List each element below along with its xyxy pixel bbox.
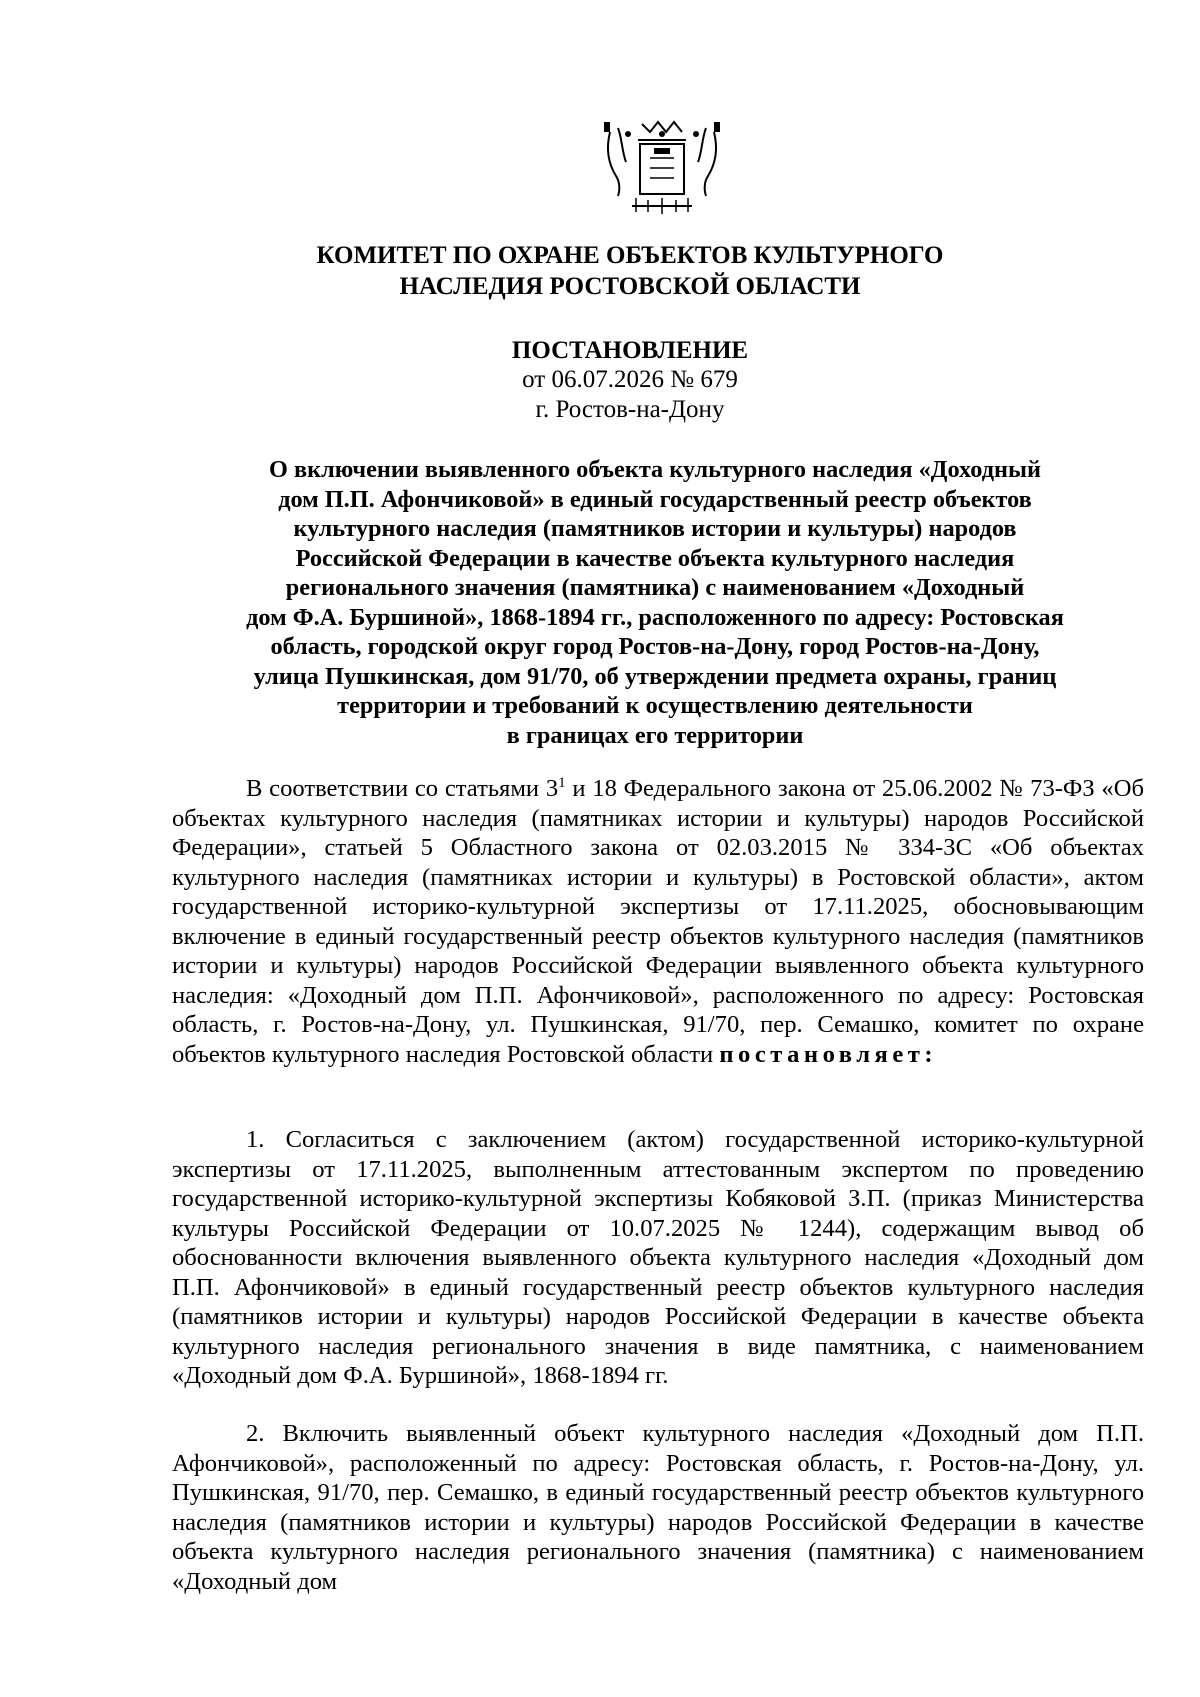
preamble-text: и 18 Федерального закона от 25.06.2002 № 73-ФЗ «Об объектах культурного наследия (памятниках истории и культуры) народов Российской Федерации», статьей 5 Областного закона от 02.03.2015 № 334-ЗС «Об объектах культурного наследия (памятниках истории и культуры) в Ростовской области», актом государственной историко-культурной экспертизы от 17.11.2025, обосновывающим включение в единый государственный реестр объектов культурного наследия (памятников истории и культуры) народов Российской Федерации выявленного объекта культурного наследия: «Доходный дом П.П. Афончиковой», расположенного по адресу: Ростовская область, г. Ростов-на-Дону, ул. Пушкинская, 91/70, пер. Семашко, комитет по охране объектов культурного наследия Ростовской области xyxy=(172,775,1144,1068)
document-subject xyxy=(170,455,1140,750)
organization-name-line: НАСЛЕДИЯ РОСТОВСКОЙ ОБЛАСТИ xyxy=(399,273,861,300)
preamble-text: В соответствии со статьями 3 xyxy=(246,775,559,802)
item-text: 2. Включить выявленный объект культурного наследия «Доходный дом П.П. Афончиковой», расположенный по адресу: Ростовская область, г. Ростов-на-Дону, ул. Пушкинская, 91/70, пер. Семашко, в единый государственный реестр объектов культурного наследия (памятников истории и культуры) народов Российской Федерации в качестве объекта культурного наследия регионального значения (памятника) с наименованием «Доходный дом xyxy=(172,1420,1144,1595)
date-number: от 06.07.2026 № 679 xyxy=(522,366,738,393)
subject-line: территории и требований к осуществлению деятельности xyxy=(337,692,973,719)
item-paragraph-1 xyxy=(172,1125,1144,1391)
article-superscript: 1 xyxy=(558,774,566,791)
organization-name-line: КОМИТЕТ ПО ОХРАНЕ ОБЪЕКТОВ КУЛЬТУРНОГО xyxy=(316,242,944,269)
subject-line: регионального значения (памятника) с наименованием «Доходный xyxy=(285,574,1025,601)
subject-line: культурного наследия (памятников истории и культуры) народов xyxy=(293,515,1017,542)
coat-of-arms-icon xyxy=(598,118,726,218)
subject-line: О включении выявленного объекта культурного наследия «Доходный xyxy=(269,456,1041,483)
item-paragraph-2 xyxy=(172,1419,1144,1596)
subject-line: Российской Федерации в качестве объекта культурного наследия xyxy=(295,544,1015,572)
item-text: 1. Согласиться с заключением (актом) государственной историко-культурной экспертизы от 17.11.2025, выполненным аттестованным экспертом по проведению государственной историко-культурной экспертизы Кобяковой З.П. (приказ Министерства культуры Российской Федерации от 10.07.2025 № 1244), содержащим вывод об обоснованности включения выявленного объекта культурного наследия «Доходный дом П.П. Афончиковой» в единый государственный реестр объектов культурного наследия (памятников истории и культуры) народов Российской Федерации в качестве объекта культурного наследия регионального значения в виде памятника, с наименованием «Доходный дом Ф.А. Буршиной», 1868-1894 гг. xyxy=(172,1126,1144,1389)
decree-word: постановляет: xyxy=(719,1040,938,1068)
document-type: ПОСТАНОВЛЕНИЕ xyxy=(511,337,749,364)
subject-line: дом П.П. Афончиковой» в единый государственный реестр объектов xyxy=(278,485,1032,513)
subject-line: улица Пушкинская, дом 91/70, об утверждении предмета охраны, границ xyxy=(253,662,1057,690)
document-meta xyxy=(150,365,1110,425)
subject-line: дом Ф.А. Буршиной», 1868-1894 гг., расположенного по адресу: Ростовская xyxy=(246,603,1064,631)
subject-line: в границах его территории xyxy=(506,721,804,749)
preamble-paragraph xyxy=(172,774,1144,1069)
city: г. Ростов-на-Дону xyxy=(535,396,725,423)
organization-name xyxy=(150,240,1110,302)
subject-line: область, городской округ город Ростов-на-Дону, город Ростов-на-Дону, xyxy=(270,633,1040,660)
